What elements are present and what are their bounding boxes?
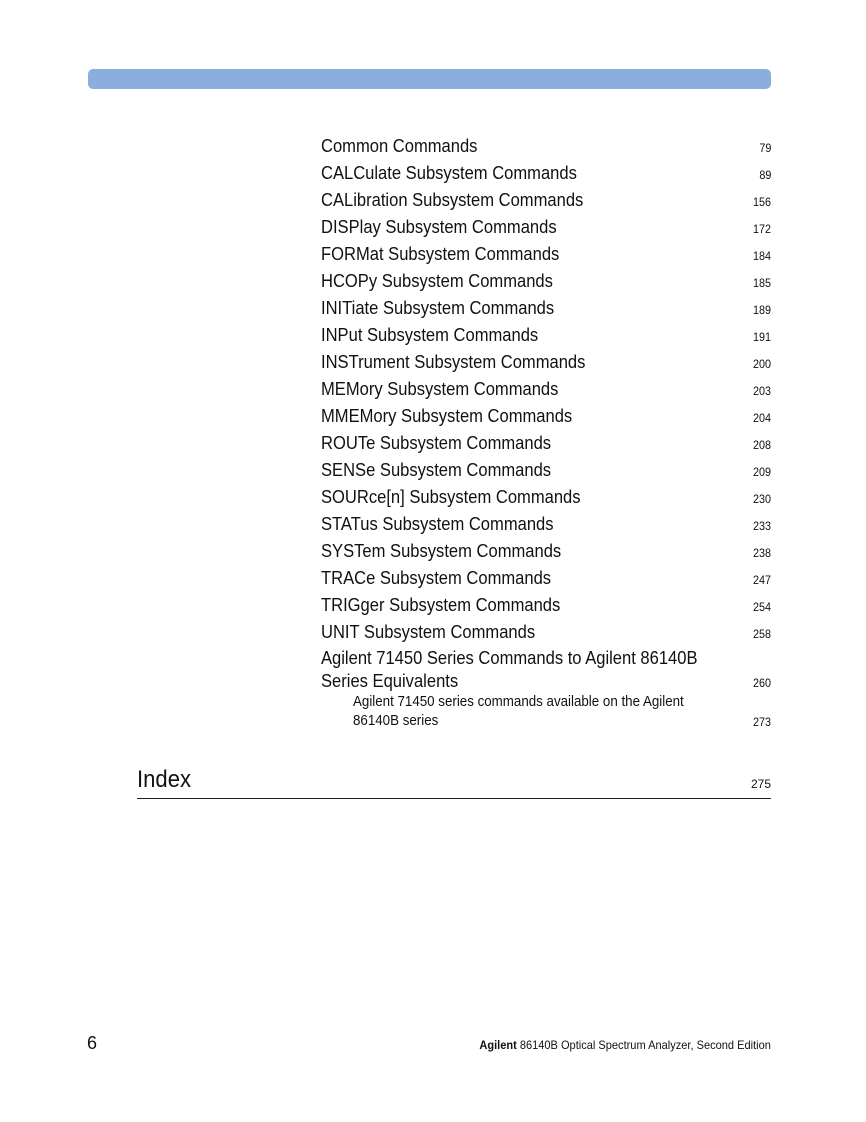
- toc-entry[interactable]: [321, 161, 771, 188]
- toc-entry-title[interactable]: INPut Subsystem Commands: [321, 325, 539, 345]
- divider-rule: [137, 798, 771, 799]
- toc-entry-title[interactable]: Agilent 71450 Series Commands to Agilent 86140B Series Equivalents: [321, 648, 698, 691]
- toc-entry-title[interactable]: MEMory Subsystem Commands: [321, 379, 559, 399]
- toc-entry-title[interactable]: INSTrument Subsystem Commands: [321, 352, 586, 372]
- toc-entry-page[interactable]: 260: [752, 676, 771, 690]
- toc-entry-title[interactable]: STATus Subsystem Commands: [321, 514, 554, 534]
- toc-entry-page[interactable]: 208: [752, 438, 771, 452]
- toc-entry-page[interactable]: 191: [752, 330, 771, 344]
- header-bar: [88, 69, 771, 89]
- toc-entry[interactable]: [321, 377, 771, 404]
- toc-entry-page[interactable]: 189: [752, 303, 771, 317]
- index-entry-title[interactable]: Index: [137, 766, 192, 793]
- footer-text: 86140B Optical Spectrum Analyzer, Second Edition: [519, 1038, 771, 1052]
- toc-entry-title[interactable]: SOURce[n] Subsystem Commands: [321, 487, 581, 507]
- toc-entry-page[interactable]: 247: [752, 573, 771, 587]
- toc-entry[interactable]: [321, 431, 771, 458]
- toc-entry-title[interactable]: SYSTem Subsystem Commands: [321, 541, 562, 561]
- toc-entry[interactable]: [321, 323, 771, 350]
- toc-entry[interactable]: [321, 296, 771, 323]
- toc-entry-title[interactable]: DISPlay Subsystem Commands: [321, 217, 557, 237]
- toc-entry-page[interactable]: 184: [752, 249, 771, 263]
- toc-entry-page[interactable]: 233: [752, 519, 771, 533]
- toc-entry-page[interactable]: 230: [752, 492, 771, 506]
- toc-entry[interactable]: [321, 269, 771, 296]
- toc-entry-title[interactable]: SENSe Subsystem Commands: [321, 460, 552, 480]
- toc-entry[interactable]: [321, 485, 771, 512]
- toc-entry[interactable]: [321, 458, 771, 485]
- toc-entry[interactable]: [321, 647, 771, 694]
- toc-entry[interactable]: [321, 242, 771, 269]
- toc-entry-title[interactable]: MMEMory Subsystem Commands: [321, 406, 573, 426]
- index-entry-page[interactable]: 275: [750, 777, 771, 791]
- toc-entry-title[interactable]: Common Commands: [321, 136, 478, 156]
- toc-entry-title[interactable]: FORMat Subsystem Commands: [321, 244, 560, 264]
- table-of-contents: [321, 134, 771, 735]
- toc-entry[interactable]: [321, 350, 771, 377]
- toc-entry[interactable]: [321, 215, 771, 242]
- toc-entry-title[interactable]: HCOPy Subsystem Commands: [321, 271, 553, 291]
- toc-entry[interactable]: [321, 593, 771, 620]
- toc-entry-page[interactable]: 204: [752, 411, 771, 425]
- toc-entry-page[interactable]: 258: [752, 627, 771, 641]
- toc-entry[interactable]: [321, 134, 771, 161]
- toc-entry-title[interactable]: TRIGger Subsystem Commands: [321, 595, 561, 615]
- toc-entry-page[interactable]: 79: [758, 141, 771, 155]
- toc-entry-page[interactable]: 172: [752, 222, 771, 236]
- toc-entry-page[interactable]: 273: [752, 715, 771, 729]
- toc-entry-page[interactable]: 185: [752, 276, 771, 290]
- toc-entry[interactable]: [321, 404, 771, 431]
- toc-entry-title[interactable]: ROUTe Subsystem Commands: [321, 433, 552, 453]
- toc-entry-title[interactable]: UNIT Subsystem Commands: [321, 622, 536, 642]
- toc-entry-page[interactable]: 89: [758, 168, 771, 182]
- toc-entry-title[interactable]: Agilent 71450 series commands available on the Agilent 86140B series: [353, 694, 684, 729]
- toc-entry-title[interactable]: CALibration Subsystem Commands: [321, 190, 584, 210]
- toc-entry-page[interactable]: 156: [752, 195, 771, 209]
- toc-entry[interactable]: [321, 620, 771, 647]
- footer-title: [479, 1038, 771, 1052]
- toc-entry-title[interactable]: CALCulate Subsystem Commands: [321, 163, 577, 183]
- toc-entry[interactable]: [321, 539, 771, 566]
- toc-entry-title[interactable]: TRACe Subsystem Commands: [321, 568, 552, 588]
- toc-entry-page[interactable]: 238: [752, 546, 771, 560]
- toc-entry-page[interactable]: 200: [752, 357, 771, 371]
- toc-entry[interactable]: [321, 566, 771, 593]
- toc-entry-page[interactable]: 254: [752, 600, 771, 614]
- page-number: 6: [87, 1033, 98, 1053]
- toc-entry-page[interactable]: 203: [752, 384, 771, 398]
- footer-brand: Agilent: [479, 1038, 517, 1052]
- toc-entry[interactable]: [321, 512, 771, 539]
- toc-entry-page[interactable]: 209: [752, 465, 771, 479]
- toc-entry[interactable]: [321, 693, 771, 735]
- toc-entry-title[interactable]: INITiate Subsystem Commands: [321, 298, 555, 318]
- toc-entry[interactable]: [321, 188, 771, 215]
